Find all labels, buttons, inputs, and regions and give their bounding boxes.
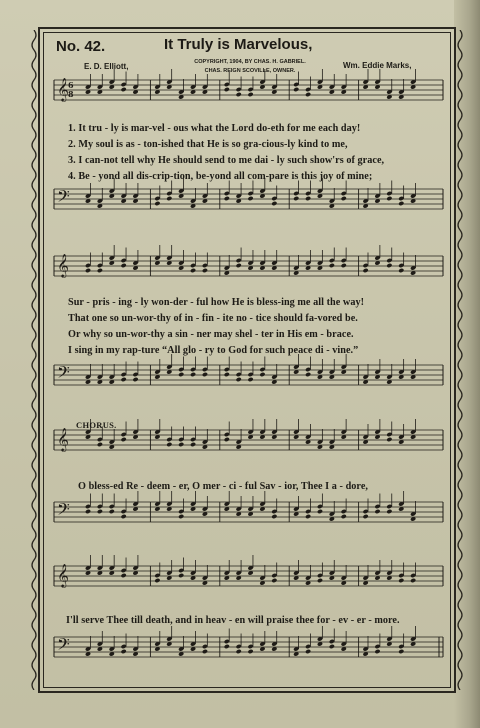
note-head xyxy=(329,644,335,649)
note-head xyxy=(121,87,127,92)
treble-clef-icon: 𝄞 xyxy=(57,563,69,587)
time-signature-top: 6 xyxy=(68,80,74,90)
note-head xyxy=(398,268,404,273)
note-head xyxy=(374,649,380,654)
note-head xyxy=(305,514,311,519)
note-head xyxy=(178,442,184,447)
copyright-line-2: CHAS. REIGN SCOVILLE, OWNER. xyxy=(204,68,296,74)
note-head xyxy=(236,649,242,654)
note-head xyxy=(236,263,242,268)
copyright-line-1: COPYRIGHT, 1904, BY CHAS. H. GABRIEL. xyxy=(194,59,306,65)
note-head xyxy=(224,87,230,92)
note-head xyxy=(363,268,369,273)
note-head xyxy=(121,514,127,519)
note-head xyxy=(85,268,91,273)
note-head xyxy=(97,442,103,447)
note-head xyxy=(121,263,127,268)
note-head xyxy=(271,514,277,519)
note-head xyxy=(97,268,103,273)
note-head xyxy=(305,372,311,377)
bass-clef-icon: 𝄢 xyxy=(57,634,70,658)
note-head xyxy=(166,442,172,447)
note-head xyxy=(305,92,311,97)
note-head xyxy=(202,268,208,273)
chorus-line-2: I'll serve Thee till death, and in heav - en will praise thee for - ev - er - more. xyxy=(66,615,400,626)
note-head xyxy=(224,372,230,377)
note-head xyxy=(271,578,277,583)
note-head xyxy=(398,201,404,206)
note-head xyxy=(178,514,184,519)
note-head xyxy=(259,372,265,377)
note-head xyxy=(341,263,347,268)
hymn-number: No. 42. xyxy=(56,38,106,55)
note-head xyxy=(247,196,253,201)
bass-clef-icon: 𝄢 xyxy=(57,499,70,523)
note-head xyxy=(271,201,277,206)
note-head xyxy=(386,263,392,268)
note-head xyxy=(363,514,369,519)
note-head xyxy=(178,573,184,578)
note-head xyxy=(97,509,103,514)
note-head xyxy=(190,372,196,377)
composer-credit: E. D. Elliott, xyxy=(84,62,129,71)
note-head xyxy=(398,649,404,654)
chorus-label: CHORUS. xyxy=(76,420,117,430)
bass-clef-icon: 𝄢 xyxy=(57,362,70,386)
note-head xyxy=(305,649,311,654)
note-head xyxy=(386,437,392,442)
note-head xyxy=(236,92,242,97)
verse-3-line-a: 3. I can-not tell why He should send to me dai - ly such show'rs of grace, xyxy=(68,155,385,166)
note-head xyxy=(109,509,115,514)
note-head xyxy=(190,442,196,447)
note-head xyxy=(224,196,230,201)
note-head xyxy=(190,268,196,273)
hymn-title: It Truly is Marvelous, xyxy=(164,36,313,53)
note-head xyxy=(166,196,172,201)
note-head xyxy=(398,578,404,583)
note-head xyxy=(236,377,242,382)
note-head xyxy=(329,263,335,268)
note-head xyxy=(121,377,127,382)
note-head xyxy=(202,372,208,377)
note-head xyxy=(374,509,380,514)
note-head xyxy=(317,578,323,583)
note-head xyxy=(247,92,253,97)
note-head xyxy=(154,201,160,206)
verse-2-line-b: That one so un-wor-thy of in - fin - ite no - tice should fa-vored be. xyxy=(68,313,358,324)
verse-3-line-b: Or why so un-wor-thy a sin - ner may shel - ter in His em - brace. xyxy=(68,329,354,340)
note-head xyxy=(341,196,347,201)
note-head xyxy=(386,509,392,514)
note-head xyxy=(178,372,184,377)
note-head xyxy=(121,649,127,654)
lyricist-credit: Wm. Eddie Marks, xyxy=(343,61,412,70)
note-head xyxy=(132,377,138,382)
verse-4-line-a: 4. Be - yond all dis-crip-tion, be-yond all com-pare is this joy of mine; xyxy=(68,171,373,182)
note-head xyxy=(305,196,311,201)
note-head xyxy=(247,649,253,654)
note-head xyxy=(202,649,208,654)
verse-2-line-a: 2. My soul is as - ton-ished that He is so gra-cious-ly kind to me, xyxy=(68,139,348,150)
treble-clef-icon: 𝄞 xyxy=(57,427,69,451)
note-head xyxy=(293,87,299,92)
bass-clef-icon: 𝄢 xyxy=(57,186,70,210)
note-head xyxy=(386,196,392,201)
verse-4-line-b: I sing in my rap-ture “All glo - ry to God for such peace di - vine.” xyxy=(68,345,359,356)
note-head xyxy=(224,437,230,442)
note-head xyxy=(410,578,416,583)
note-head xyxy=(317,509,323,514)
treble-clef-icon: 𝄞 xyxy=(57,77,69,101)
chorus-line-1: O bless-ed Re - deem - er, O mer - ci - ful Sav - ior, Thee I a - dore, xyxy=(78,481,368,492)
treble-clef-icon: 𝄞 xyxy=(57,253,69,277)
note-head xyxy=(341,514,347,519)
note-head xyxy=(85,509,91,514)
note-head xyxy=(154,578,160,583)
verse-1-line-b: Sur - pris - ing - ly won-der - ful how He is bless-ing me all the way! xyxy=(68,297,365,308)
note-head xyxy=(247,377,253,382)
time-signature-bottom: 8 xyxy=(68,89,74,99)
note-head xyxy=(121,573,127,578)
verse-1-line-a: 1. It tru - ly is mar-vel - ous what the Lord do-eth for me each day! xyxy=(68,123,361,134)
note-head xyxy=(224,644,230,649)
note-head xyxy=(293,196,299,201)
note-head xyxy=(121,437,127,442)
